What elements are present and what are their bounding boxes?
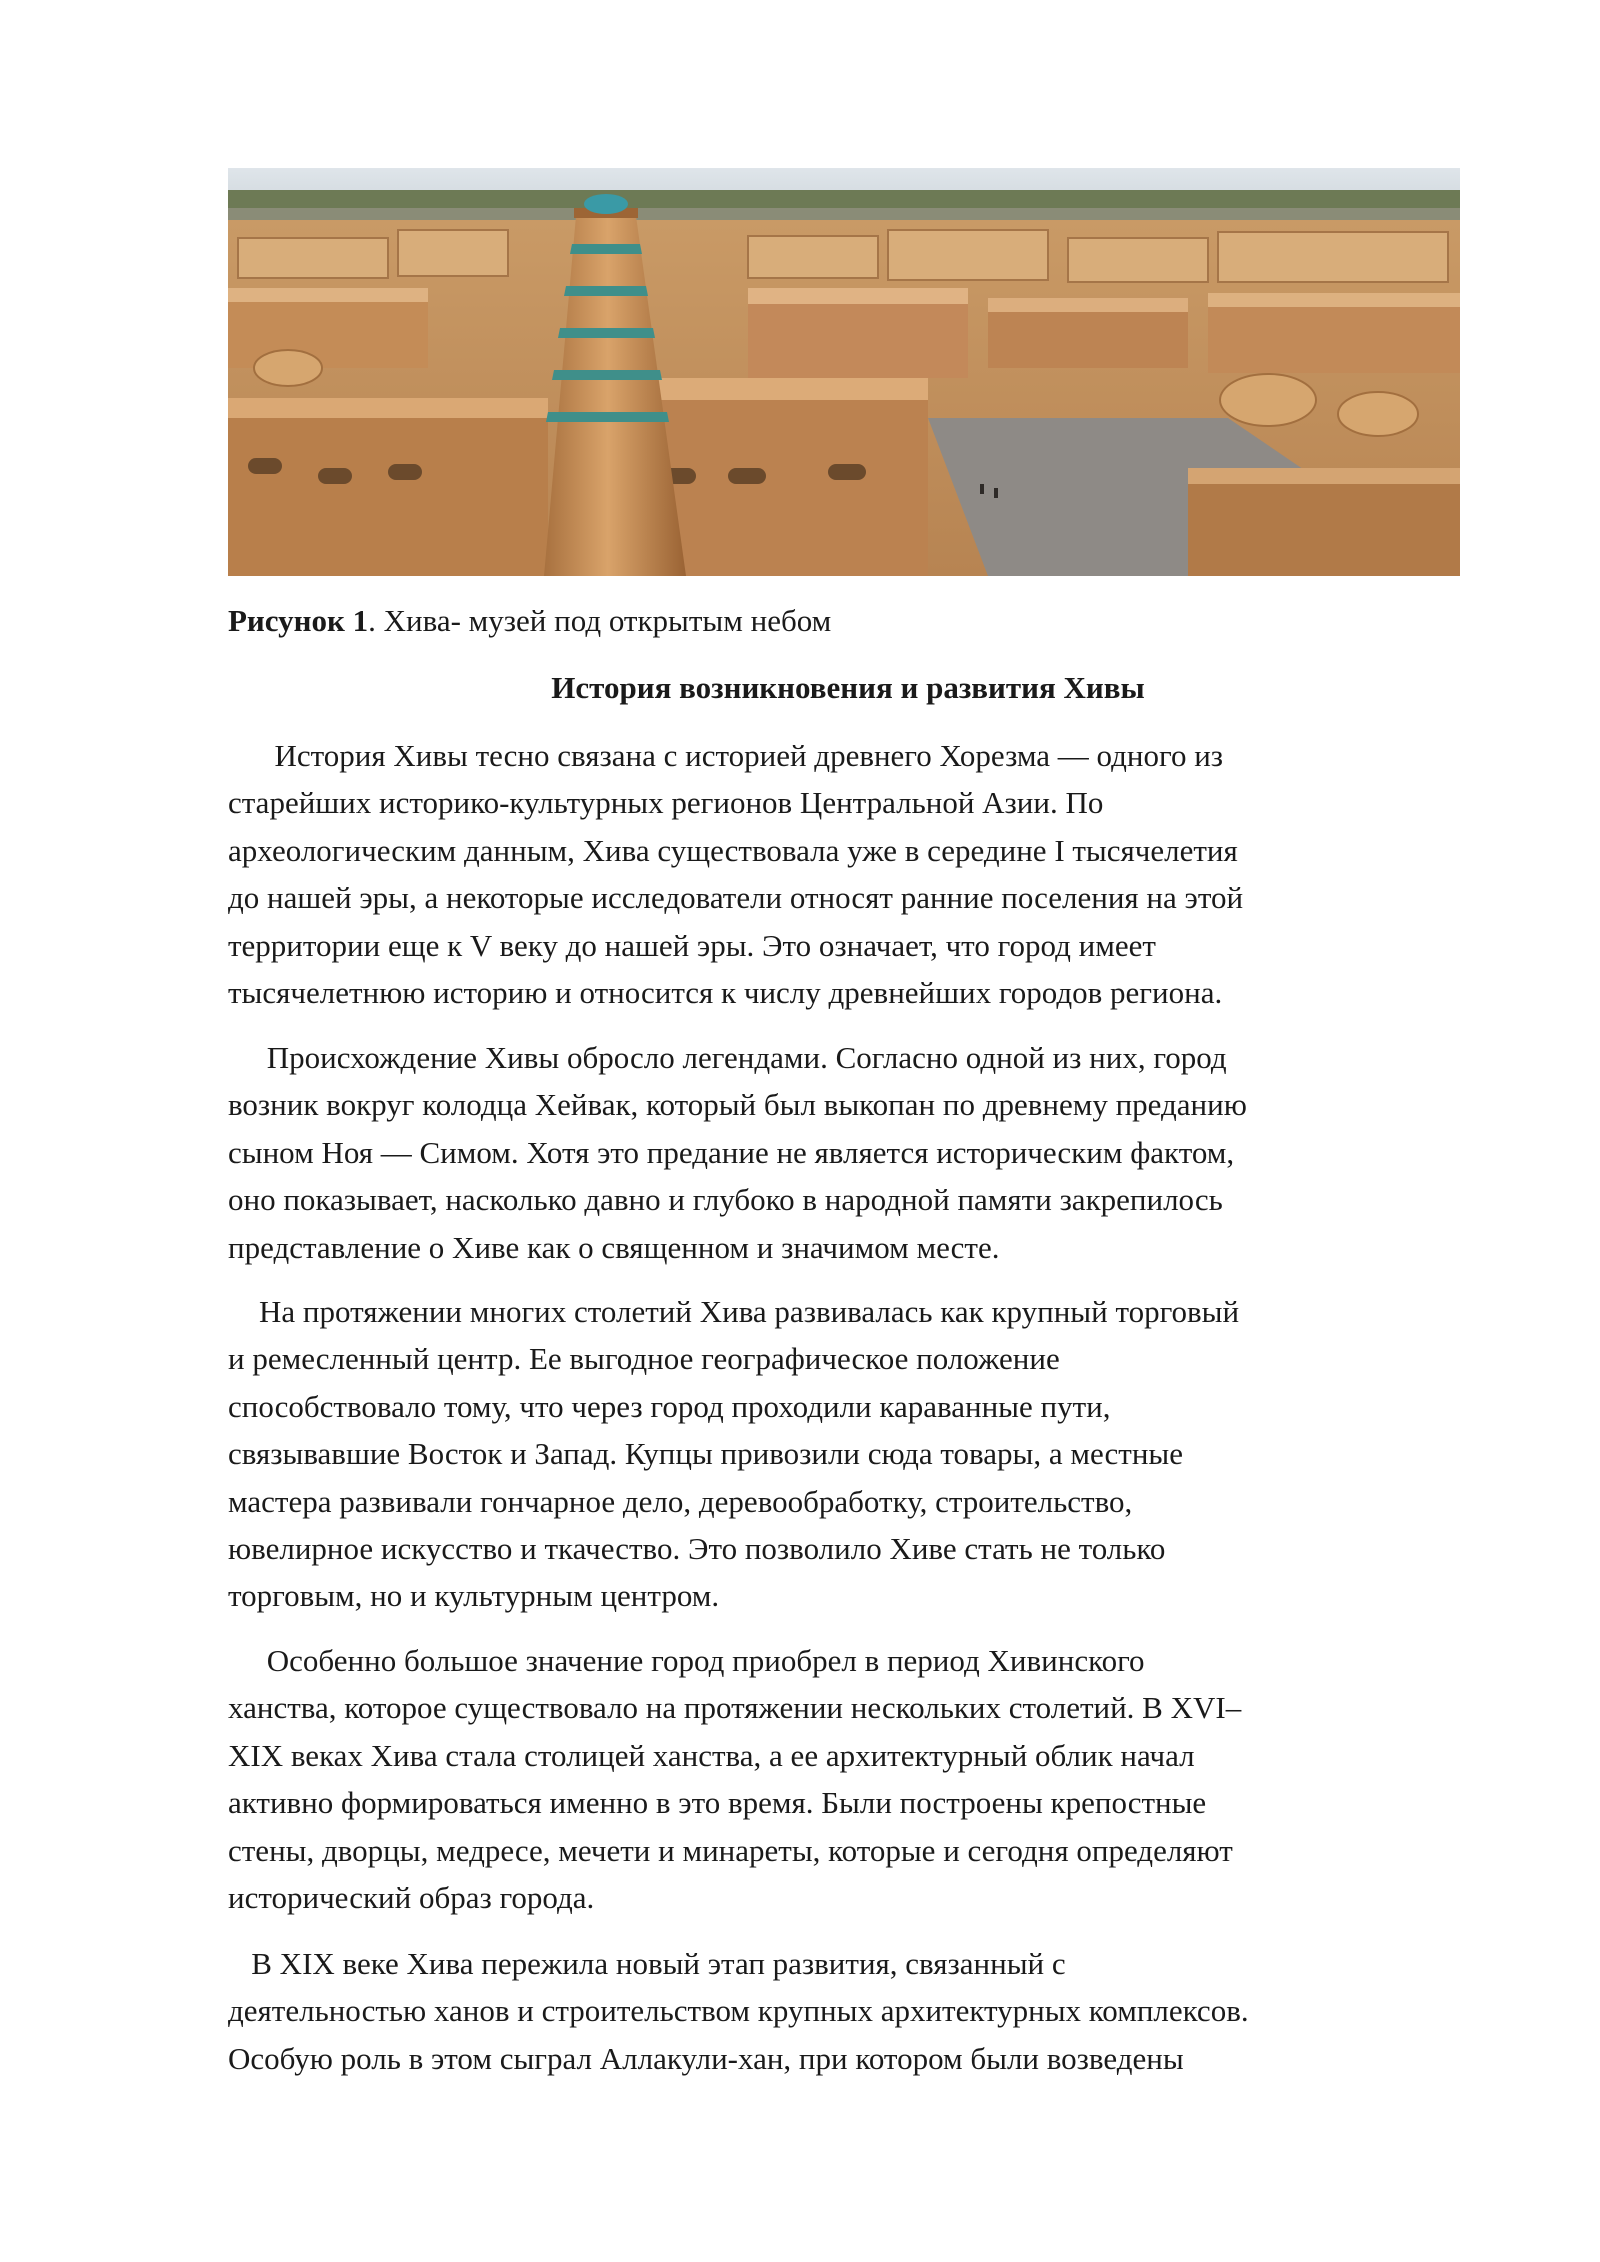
paragraph-line: торговым, но и культурным центром. — [228, 1578, 720, 1614]
paragraph-line: до нашей эры, а некоторые исследователи относят ранние поселения на этой — [228, 880, 1244, 916]
distant-city — [228, 208, 1460, 222]
figure-caption — [228, 601, 1468, 641]
figure-image — [228, 168, 1460, 576]
paragraph-line: старейших историко-культурных регионов Центральной Азии. По — [228, 785, 1104, 821]
paragraph-line: История Хивы тесно связана с историей древнего Хорезма — одного из — [228, 738, 1224, 773]
far-roofs — [238, 230, 1448, 282]
foreground-left — [228, 398, 548, 576]
section-heading: История возникновения и развития Хивы — [551, 670, 1145, 705]
paragraph-line: возник вокруг колодца Хейвак, который был выкопан по древнему преданию — [228, 1087, 1247, 1123]
paragraph-line: Происхождение Хивы обросло легендами. Согласно одной из них, город — [228, 1040, 1227, 1075]
paragraph-line: оно показывает, насколько давно и глубоко в народной памяти закрепилось — [228, 1182, 1223, 1218]
paragraph-line: стены, дворцы, медресе, мечети и минареты, которые и сегодня определяют — [228, 1832, 1233, 1868]
paragraph-4 — [228, 1637, 1241, 1921]
paragraph-2 — [228, 1034, 1247, 1271]
paragraph-line: ювелирное искусство и ткачество. Это позволило Хиве стать не только — [228, 1530, 1166, 1566]
paragraph-line: и ремесленный центр. Ее выгодное географическое положение — [228, 1341, 1060, 1377]
paragraph-line: ханства, которое существовало на протяжении нескольких столетий. В XVI– — [228, 1690, 1242, 1726]
paragraph-line: Особую роль в этом сыграл Аллакули-хан, при котором были возведены — [228, 2040, 1184, 2076]
paragraph-line: На протяжении многих столетий Хива развивалась как крупный торговый — [228, 1294, 1240, 1329]
paragraph-3 — [228, 1288, 1239, 1620]
paragraph-line: представление о Хиве как о священном и значимом месте. — [228, 1229, 1000, 1265]
paragraph-line: сыном Ноя — Симом. Хотя это предание не является историческим фактом, — [228, 1134, 1235, 1170]
paragraph-line: тысячелетнюю историю и относится к числу древнейших городов региона. — [228, 974, 1223, 1010]
paragraph-5 — [228, 1940, 1249, 2082]
paragraph-line: мастера развивали гончарное дело, деревообработку, строительство, — [228, 1483, 1133, 1519]
foreground-right — [1188, 468, 1460, 576]
paragraph-line: активно формироваться именно в это время. Были построены крепостные — [228, 1785, 1207, 1821]
paragraph-line: способствовало тому, что через город проходили караванные пути, — [228, 1388, 1111, 1424]
mid-buildings — [228, 288, 1460, 378]
paragraph-line: XIX веках Хива стала столицей ханства, а ее архитектурный облик начал — [228, 1737, 1195, 1773]
paragraph-line: деятельностью ханов и строительством крупных архитектурных комплексов. — [228, 1993, 1249, 2029]
paragraph-line: исторический образ города. — [228, 1879, 595, 1915]
paragraph-line: территории еще к V веку до нашей эры. Это означает, что город имеет — [228, 927, 1156, 963]
paragraph-line: археологическим данным, Хива существовала уже в середине I тысячелетия — [228, 832, 1238, 868]
khiva-minaret-photo — [228, 168, 1460, 576]
paragraph-line: В XIX веке Хива пережила новый этап развития, связанный с — [228, 1946, 1066, 1981]
paragraph-line: связывавшие Восток и Запад. Купцы привозили сюда товары, а местные — [228, 1436, 1183, 1472]
paragraph-line: Особенно большое значение город приобрел в период Хивинского — [228, 1643, 1145, 1678]
figure-label: Рисунок 1 — [228, 603, 369, 638]
paragraph-1 — [228, 732, 1243, 1016]
figure-caption-text: . Хива- музей под открытым небом — [368, 603, 832, 638]
